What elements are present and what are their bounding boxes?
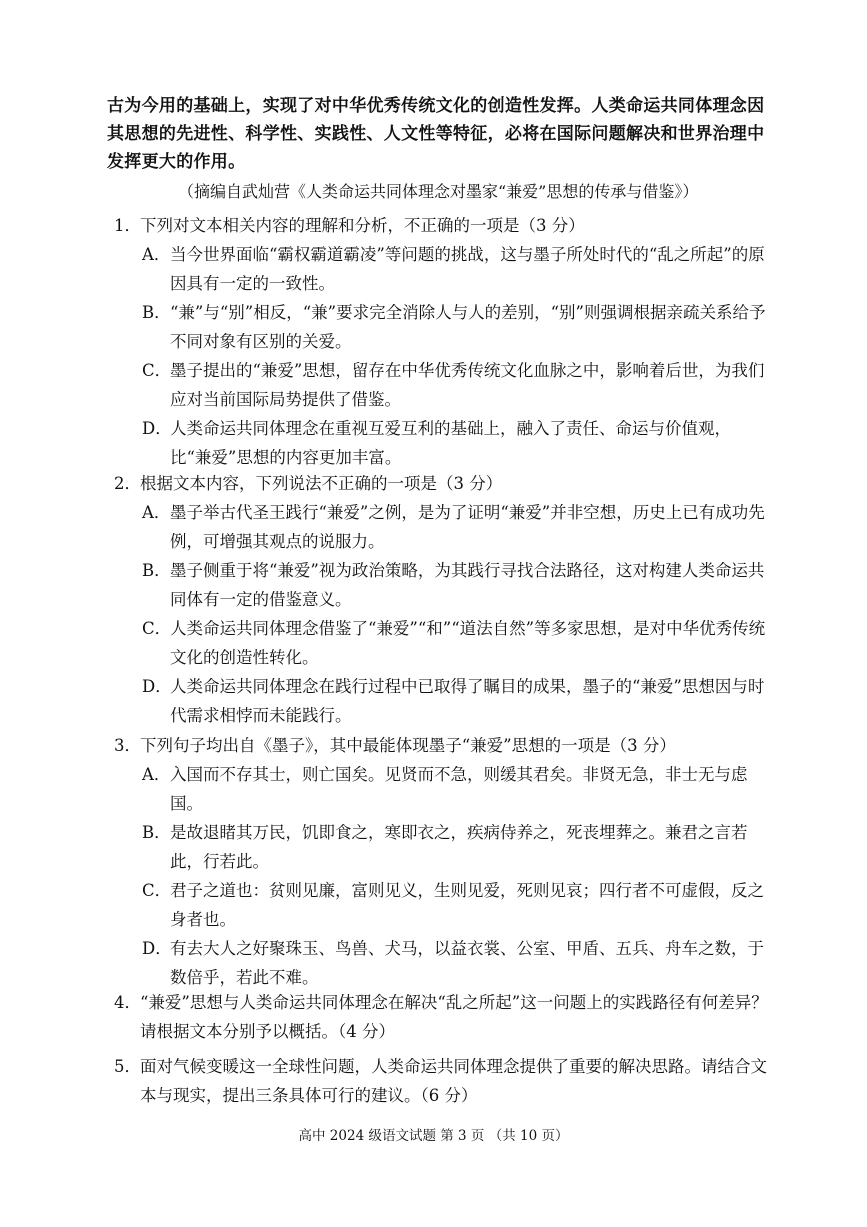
option-key: B．: [142, 823, 171, 842]
option-b: [0, 298, 867, 356]
passage-source: （摘编自武灿营《人类命运共同体理念对墨家“兼爱”思想的传承与借鉴》）: [178, 182, 699, 201]
question-stem: [0, 1052, 867, 1110]
option-text: 是故退睹其万民，饥即食之，寒即衣之，疾病侍养之，死丧埋葬之。兼君之言若此，行若此。: [170, 823, 748, 871]
option-key: D．: [142, 419, 172, 438]
option-c: [0, 876, 867, 934]
option-c: [0, 356, 867, 414]
question-number: 3．: [114, 736, 141, 755]
option-a: [0, 240, 867, 298]
question-text: 面对气候变暖这一全球性问题，人类命运共同体理念提供了重要的解决思路。请结合文本与现实，提出三条具体可行的建议。（6 分）: [140, 1057, 767, 1105]
option-text: 入国而不存其士，则亡国矣。见贤而不急，则缓其君矣。非贤无急，非士无与虑国。: [170, 765, 748, 813]
option-key: B．: [142, 561, 171, 580]
option-key: A．: [142, 765, 171, 784]
option-key: C．: [142, 619, 172, 638]
question-2: [0, 469, 867, 730]
option-key: C．: [142, 881, 172, 900]
option-text: “兼”与“别”相反，“兼”要求完全消除人与人的差别，“别”则强调根据亲疏关系给予不同对象有区别的关爱。: [170, 303, 766, 351]
option-key: A．: [142, 245, 171, 264]
option-key: C．: [142, 361, 172, 380]
option-key: A．: [142, 503, 171, 522]
option-text: 墨子举古代圣王践行“兼爱”之例，是为了证明“兼爱”并非空想，历史上已有成功先例，可增强其观点的说服力。: [170, 503, 765, 551]
question-4: [0, 988, 867, 1046]
question-stem: [0, 988, 867, 1046]
question-stem: [0, 211, 867, 240]
option-key: B．: [142, 303, 171, 322]
question-stem: [0, 731, 867, 760]
question-5: [0, 1052, 867, 1110]
passage-paragraph: 古为今用的基础上，实现了对中华优秀传统文化的创造性发挥。人类命运共同体理念因其思想的先进性、科学性、实践性、人文性等特征，必将在国际问题解决和世界治理中发挥更大的作用。: [107, 96, 765, 172]
option-text: 墨子提出的“兼爱”思想，留存在中华优秀传统文化血脉之中，影响着后世，为我们应对当前国际局势提供了借鉴。: [170, 361, 765, 409]
option-text: 有去大人之好聚珠玉、鸟兽、犬马，以益衣裳、公室、甲盾、五兵、舟车之数，于数倍乎，若此不难。: [170, 939, 764, 987]
question-1: [0, 211, 867, 472]
option-c: [0, 614, 867, 672]
option-text: 人类命运共同体理念在践行过程中已取得了瞩目的成果，墨子的“兼爱”思想因与时代需求相悖而未能践行。: [170, 677, 765, 725]
question-number: 2．: [114, 474, 141, 493]
option-text: 人类命运共同体理念在重视互爱互利的基础上，融入了责任、命运与价值观，比“兼爱”思想的内容更加丰富。: [170, 419, 731, 467]
option-b: [0, 556, 867, 614]
question-text: 下列对文本相关内容的理解和分析，不正确的一项是（3 分）: [140, 216, 585, 235]
option-text: 当今世界面临“霸权霸道霸凌”等问题的挑战，这与墨子所处时代的“乱之所起”的原因具有一定的一致性。: [170, 245, 765, 293]
question-text: 下列句子均出自《墨子》，其中最能体现墨子“兼爱”思想的一项是（3 分）: [140, 736, 676, 755]
question-text: 根据文本内容，下列说法不正确的一项是（3 分）: [140, 474, 503, 493]
question-number: 1．: [114, 216, 141, 235]
option-text: 人类命运共同体理念借鉴了“兼爱”“和”“道法自然”等多家思想，是对中华优秀传统文化的创造性转化。: [170, 619, 766, 667]
option-b: [0, 818, 867, 876]
option-key: D．: [142, 677, 172, 696]
option-key: D．: [142, 939, 172, 958]
question-number: 5．: [114, 1057, 141, 1076]
option-a: [0, 498, 867, 556]
question-stem: [0, 469, 867, 498]
option-text: 墨子侧重于将“兼爱”视为政治策略，为其践行寻找合法路径，这对构建人类命运共同体有一定的借鉴意义。: [170, 561, 765, 609]
question-text: “兼爱”思想与人类命运共同体理念在解决“乱之所起”这一问题上的实践路径有何差异？请根据文本分别予以概括。（4 分）: [140, 993, 768, 1041]
question-number: 4．: [114, 993, 141, 1012]
option-d: [0, 934, 867, 992]
question-3: [0, 731, 867, 992]
option-d: [0, 672, 867, 730]
page-footer: 高中 2024 级语文试题 第 3 页 （共 10 页）: [298, 1128, 569, 1144]
option-d: [0, 414, 867, 472]
option-a: [0, 760, 867, 818]
option-text: 君子之道也：贫则见廉，富则见义，生则见爱，死则见哀；四行者不可虚假，反之身者也。: [170, 881, 764, 929]
